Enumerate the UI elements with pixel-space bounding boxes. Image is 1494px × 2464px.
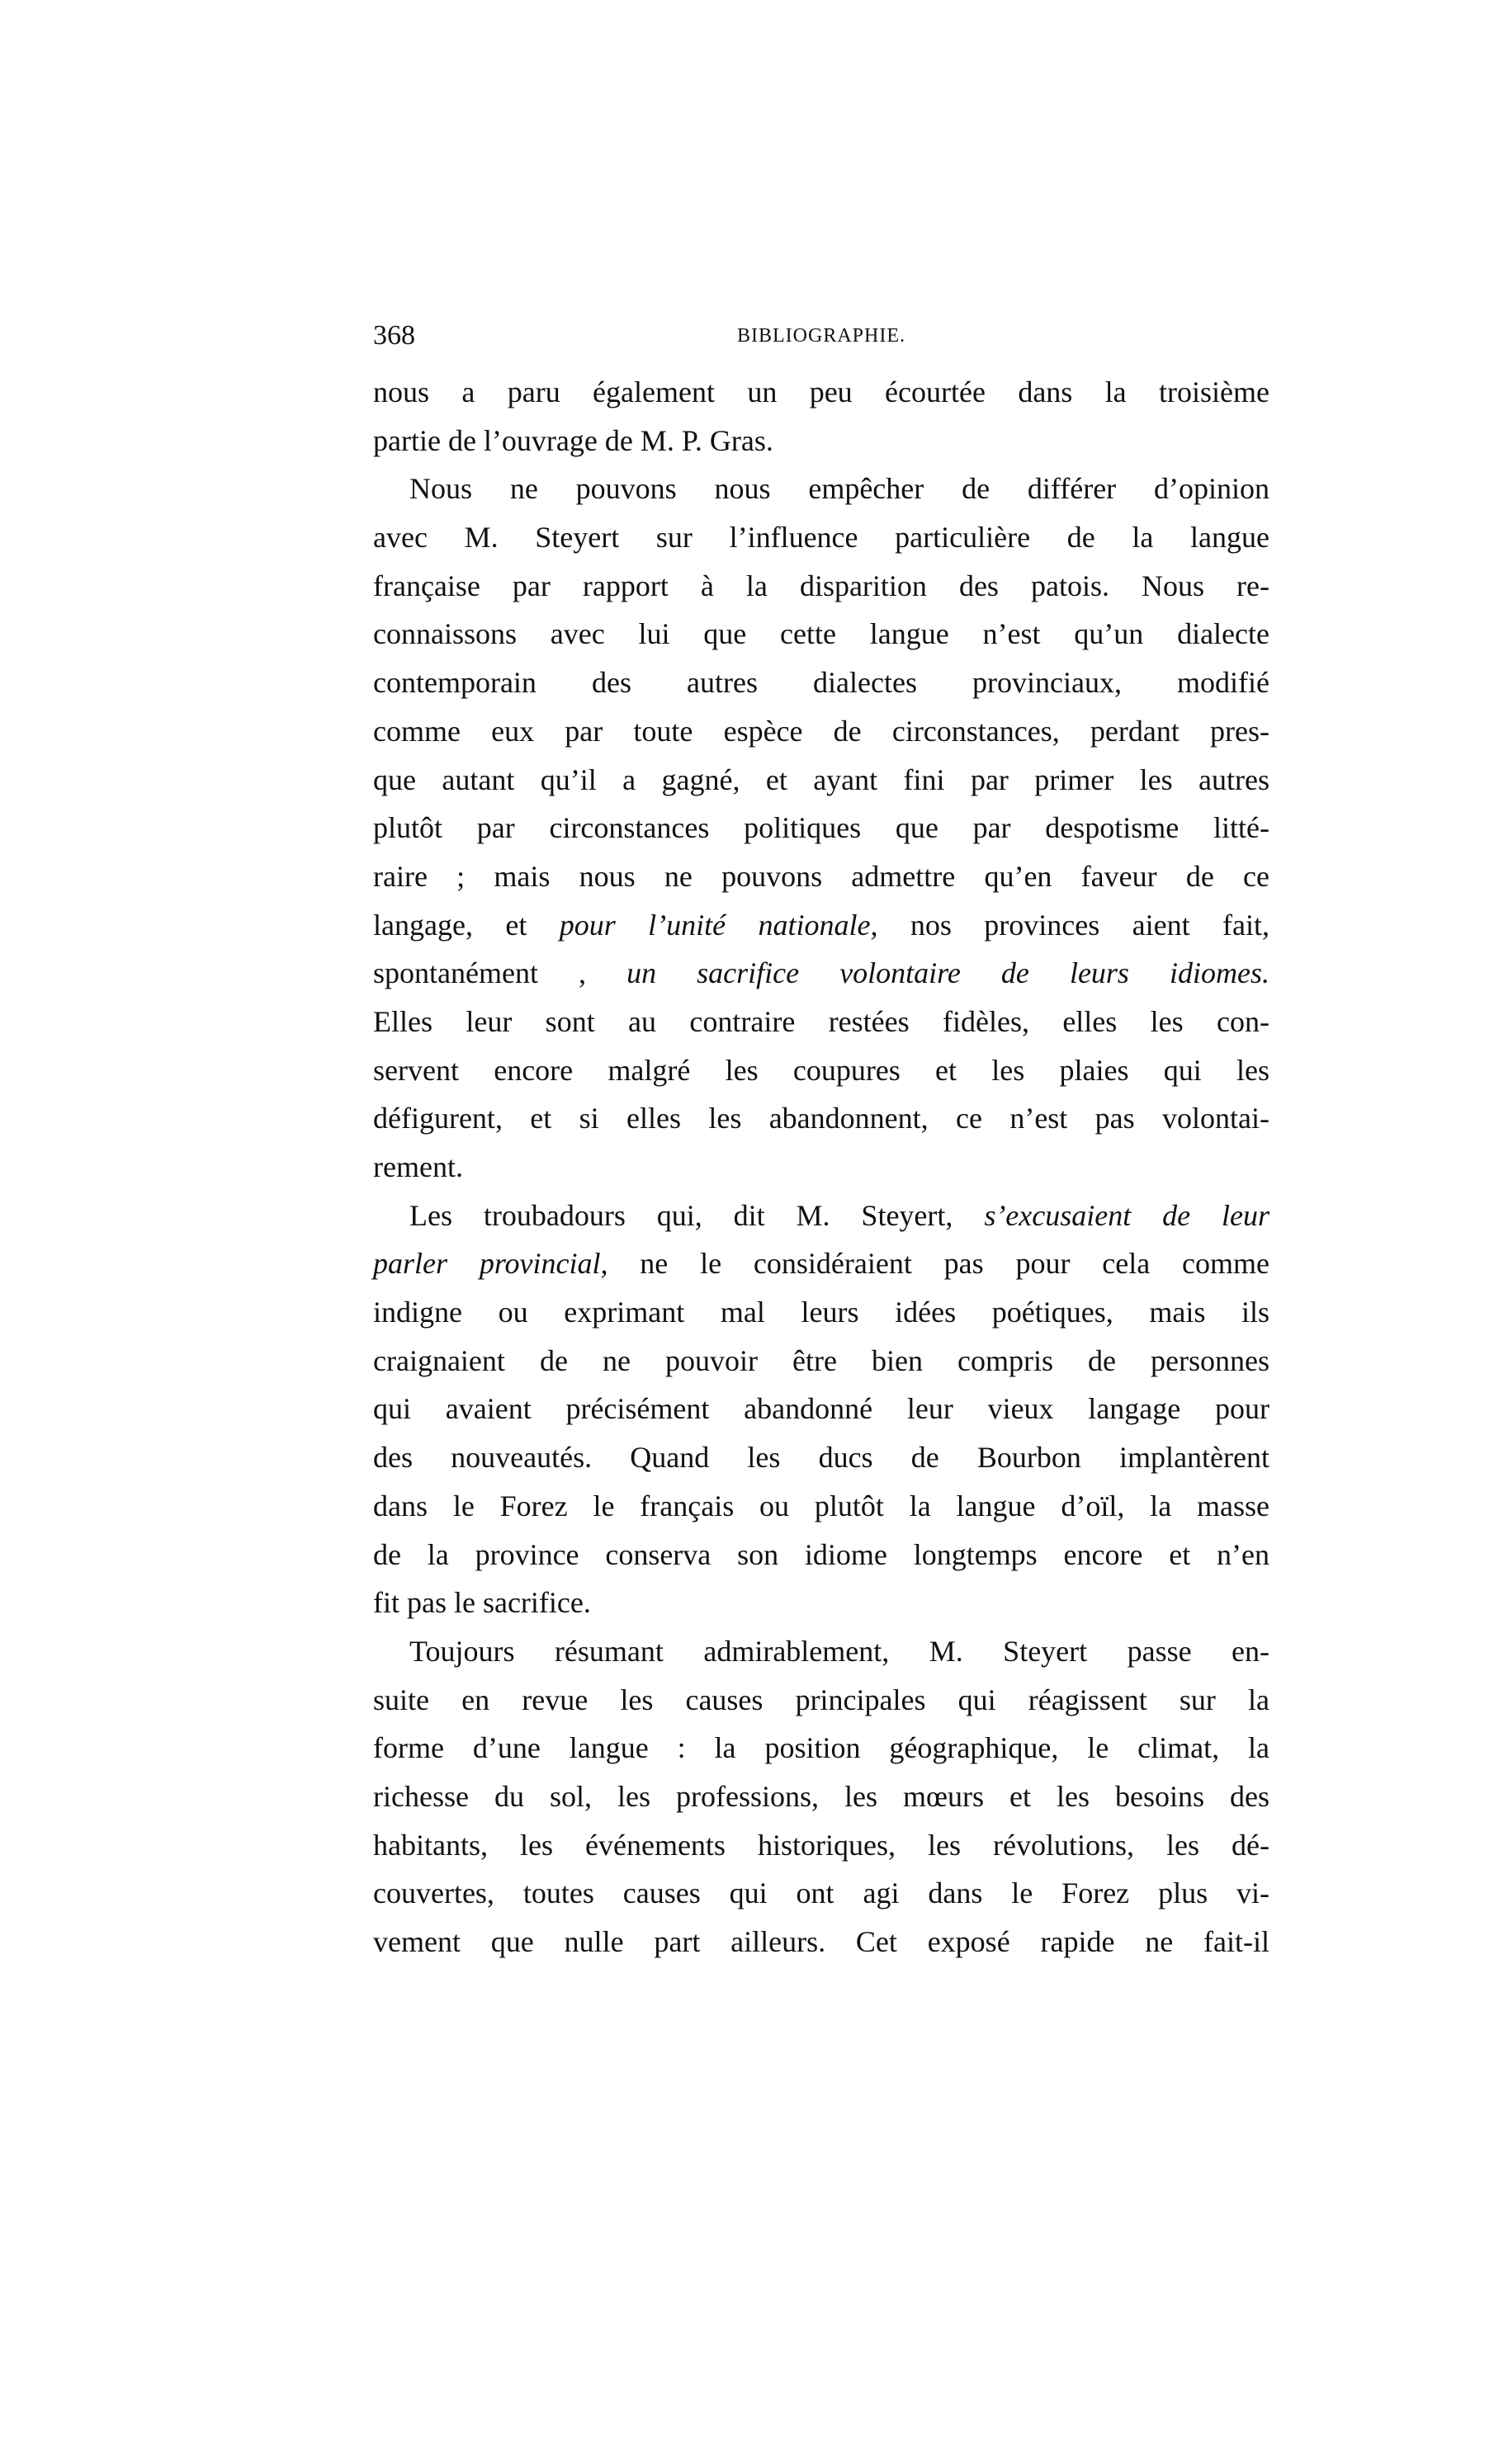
text-line xyxy=(373,1433,1269,1482)
page-header xyxy=(373,320,1269,361)
text-segment: forme d’une langue : la position géographique, le climat, la xyxy=(373,1731,1269,1765)
text-segment: habitants, les événements historiques, les révolutions, les dé- xyxy=(373,1828,1269,1862)
text-line xyxy=(373,1676,1269,1725)
text-line xyxy=(373,1627,1269,1676)
text-segment: couvertes, toutes causes qui ont agi dans le Forez plus vi- xyxy=(373,1876,1269,1910)
text-line xyxy=(373,1918,1269,1966)
text-segment: de la province conserva son idiome longtemps encore et n’en xyxy=(373,1537,1269,1571)
text-line xyxy=(373,756,1269,805)
text-segment: servent encore malgré les coupures et les plaies qui les xyxy=(373,1053,1269,1087)
text-segment: Les troubadours qui, dit M. Steyert, xyxy=(409,1198,985,1232)
text-line xyxy=(373,1046,1269,1095)
text-segment: connaissons avec lui que cette langue n’est qu’un dialecte xyxy=(373,617,1269,651)
text-line xyxy=(373,1482,1269,1531)
text-line xyxy=(373,562,1269,611)
text-line xyxy=(373,465,1269,513)
text-segment: défigurent, et si elles les abandonnent, ce n’est pas volontai- xyxy=(373,1102,1269,1135)
italic-text: s’excusaient de leur xyxy=(984,1198,1269,1232)
text-segment: française par rapport à la disparition des patois. Nous re- xyxy=(373,569,1269,602)
text-line xyxy=(373,658,1269,707)
italic-text: pour l’unité nationale, xyxy=(559,908,878,942)
text-segment: Toujours résumant admirablement, M. Steyert passe en- xyxy=(409,1634,1269,1668)
text-line xyxy=(373,901,1269,950)
text-segment: fit pas le sacrifice. xyxy=(373,1586,591,1620)
text-line xyxy=(373,1337,1269,1385)
text-line xyxy=(373,707,1269,756)
text-segment: vement que nulle part ailleurs. Cet exposé rapide ne fait-il xyxy=(373,1925,1269,1958)
text-line xyxy=(373,1869,1269,1918)
text-segment: langage, et xyxy=(373,908,560,942)
text-line xyxy=(373,804,1269,852)
text-segment: avec M. Steyert sur l’influence particulière de la langue xyxy=(373,521,1269,555)
italic-text: un sacrifice volontaire de leurs idiomes. xyxy=(626,956,1269,990)
text-line xyxy=(373,368,1269,417)
text-segment: nos provinces aient fait, xyxy=(877,908,1269,942)
text-segment: ne le considéraient pas pour cela comme xyxy=(608,1247,1269,1281)
text-segment: craignaient de ne pouvoir être bien compris de personnes xyxy=(373,1343,1269,1377)
running-title: BIBLIOGRAPHIE. xyxy=(737,325,905,347)
text-line xyxy=(373,1239,1269,1288)
text-line xyxy=(373,1192,1269,1240)
text-segment: plutôt par circonstances politiques que par despotisme litté- xyxy=(373,811,1269,845)
text-segment: qui avaient précisément abandonné leur vieux langage pour xyxy=(373,1392,1269,1426)
text-segment: richesse du sol, les professions, les mœurs et les besoins des xyxy=(373,1779,1269,1813)
text-segment: des nouveautés. Quand les ducs de Bourbon implantèrent xyxy=(373,1441,1269,1475)
page-number: 368 xyxy=(373,320,415,351)
text-line xyxy=(373,1579,1269,1627)
text-line xyxy=(373,1724,1269,1772)
text-segment: partie de l’ouvrage de M. P. Gras. xyxy=(373,423,773,457)
text-segment: spontanément , xyxy=(373,956,627,990)
paragraph xyxy=(373,1627,1269,1966)
text-segment: Nous ne pouvons nous empêcher de différer d’opinion xyxy=(409,472,1269,506)
text-line xyxy=(373,1821,1269,1870)
text-line xyxy=(373,610,1269,658)
paragraph xyxy=(373,1192,1269,1627)
text-segment: rement. xyxy=(373,1150,463,1183)
text-segment: indigne ou exprimant mal leurs idées poétiques, mais ils xyxy=(373,1296,1269,1329)
text-line xyxy=(373,417,1269,465)
text-segment: que autant qu’il a gagné, et ayant fini par primer les autres xyxy=(373,762,1269,796)
text-segment: Elles leur sont au contraire restées fidèles, elles les con- xyxy=(373,1004,1269,1038)
text-segment: raire ; mais nous ne pouvons admettre qu’en faveur de ce xyxy=(373,859,1269,893)
text-line xyxy=(373,513,1269,562)
text-segment: dans le Forez le français ou plutôt la langue d’oïl, la masse xyxy=(373,1489,1269,1522)
text-line xyxy=(373,949,1269,998)
body-text xyxy=(373,368,1269,1966)
text-line xyxy=(373,1094,1269,1143)
paragraph xyxy=(373,465,1269,1191)
text-segment: comme eux par toute espèce de circonstances, perdant pres- xyxy=(373,714,1269,748)
text-line xyxy=(373,1772,1269,1821)
text-line xyxy=(373,1385,1269,1433)
text-line xyxy=(373,1531,1269,1579)
text-segment: nous a paru également un peu écourtée dans la troisième xyxy=(373,375,1269,408)
text-line xyxy=(373,852,1269,901)
paragraph xyxy=(373,368,1269,465)
text-line xyxy=(373,998,1269,1046)
text-line xyxy=(373,1143,1269,1192)
text-segment: suite en revue les causes principales qui réagissent sur la xyxy=(373,1683,1269,1716)
text-segment: contemporain des autres dialectes provinciaux, modifié xyxy=(373,666,1269,700)
text-line xyxy=(373,1288,1269,1337)
italic-text: parler provincial, xyxy=(373,1247,608,1281)
